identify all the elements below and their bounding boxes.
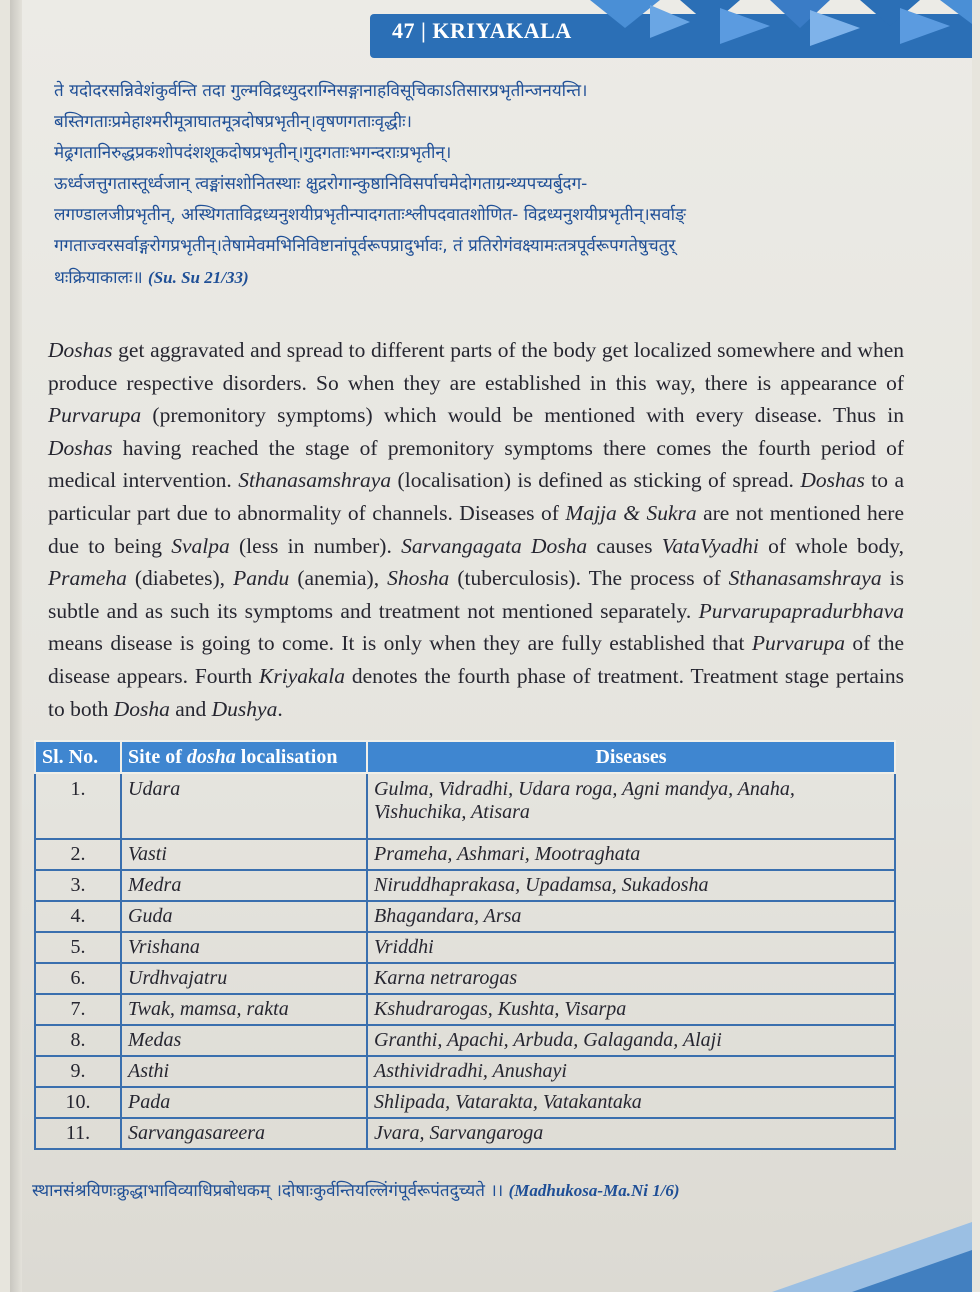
table-body: [35, 773, 895, 1149]
site-cell: Urdhvajatru: [121, 963, 367, 994]
italic-term: Purvarupapradurbhava: [698, 598, 904, 623]
diseases-cell: Shlipada, Vatarakta, Vatakantaka: [367, 1087, 895, 1118]
diseases-cell: Prameha, Ashmari, Mootraghata: [367, 839, 895, 870]
book-spine-shadow: [10, 0, 22, 1292]
text-run: are not mentioned here due to being: [48, 500, 904, 558]
footer-reference: (Madhukosa-Ma.Ni 1/6): [508, 1181, 680, 1200]
italic-term: Sarvangagata Dosha: [401, 533, 588, 558]
sl-no-cell: 3.: [35, 870, 121, 901]
sl-no-cell: 8.: [35, 1025, 121, 1056]
text-run: to a particular part due to abnormality of channels. Diseases of: [48, 468, 904, 525]
footer-verse-text: स्थानसंश्रयिणःक्रुद्धाभाविव्याधिप्रबोधकम् ।दोषाःकुर्वन्तियल्लिंगंपूर्वरूपंतदुच्यते ।।: [32, 1181, 504, 1201]
site-cell: Asthi: [121, 1056, 367, 1087]
verse-line: ते यदोदरसन्निवेशंकुर्वन्ति तदा गुल्मविद्रध्युदराग्निसङ्गानाहविसूचिकाऽतिसारप्रभृतीन्जनयन्ति।: [54, 81, 588, 101]
italic-term: Dosha: [113, 696, 170, 721]
diseases-cell: Kshudrarogas, Kushta, Visarpa: [367, 994, 895, 1025]
verse-last-text: थःक्रियाकालः॥: [54, 268, 143, 288]
sl-no-cell: 1.: [35, 773, 121, 839]
text-run: (premonitory symptoms) which would be mentioned with every disease. Thus in: [141, 403, 904, 428]
diseases-cell: Vriddhi: [367, 932, 895, 963]
decor-triangle: [650, 5, 690, 38]
italic-term: Purvarupa: [751, 631, 846, 656]
diseases-cell: Gulma, Vidradhi, Udara roga, Agni mandya, Anaha, Vishuchika, Atisara: [367, 773, 895, 839]
decor-triangle: [900, 8, 950, 44]
italic-term: Sthanasamshraya: [728, 566, 882, 591]
text-run: having reached the stage of premonitory symptoms there comes the fourth period of medical intervention.: [48, 435, 904, 493]
verse-reference: (Su. Su 21/33): [148, 268, 249, 287]
italic-term: Doshas: [48, 338, 113, 362]
site-cell: Guda: [121, 901, 367, 932]
header-site-pre: Site of: [128, 745, 187, 768]
chapter-header: [392, 18, 572, 44]
header-decoration-triangles: [570, 0, 972, 60]
diseases-cell: Jvara, Sarvangaroga: [367, 1118, 895, 1149]
text-run: (tuberculosis). The process of: [449, 566, 729, 591]
sl-no-cell: 2.: [35, 839, 121, 870]
text-run: is subtle and as such its symptoms and treatment not mentioned separately.: [48, 566, 904, 623]
italic-term: Sthanasamshraya: [238, 468, 392, 493]
text-run: (diabetes),: [126, 566, 234, 591]
site-cell: Pada: [121, 1087, 367, 1118]
text-run: causes: [587, 533, 662, 558]
table-row: [35, 901, 895, 932]
header-diseases: Diseases: [367, 741, 895, 773]
diseases-cell: Bhagandara, Arsa: [367, 901, 895, 932]
table-row: [35, 1025, 895, 1056]
italic-term: Majja & Sukra: [565, 500, 697, 525]
site-cell: Twak, mamsa, rakta: [121, 994, 367, 1025]
site-cell: Medra: [121, 870, 367, 901]
italic-term: Svalpa: [171, 533, 230, 558]
table-row: [35, 773, 895, 839]
italic-term: Doshas: [800, 468, 865, 493]
table-row: [35, 994, 895, 1025]
italic-term: Purvarupa: [48, 403, 142, 428]
italic-term: Kriyakala: [259, 663, 346, 688]
decor-triangle: [810, 10, 860, 46]
italic-term: Doshas: [48, 435, 113, 460]
text-run: (anemia),: [289, 566, 388, 591]
diseases-cell: Asthividradhi, Anushayi: [367, 1056, 895, 1087]
text-run: .: [277, 696, 283, 721]
table-row: [35, 1118, 895, 1149]
site-cell: Vrishana: [121, 932, 367, 963]
diseases-cell: Granthi, Apachi, Arbuda, Galaganda, Alaji: [367, 1025, 895, 1056]
table-header-row: [35, 741, 895, 773]
italic-term: Pandu: [233, 566, 290, 591]
text-run: denotes the fourth phase of treatment. Treatment stage pertains to both: [48, 663, 904, 721]
site-cell: Udara: [121, 773, 367, 839]
diseases-cell: Karna netrarogas: [367, 963, 895, 994]
header-site-italic: dosha: [186, 745, 236, 768]
sl-no-cell: 4.: [35, 901, 121, 932]
sl-no-cell: 11.: [35, 1118, 121, 1149]
table-row: [35, 839, 895, 870]
book-page: [10, 0, 972, 1292]
table-row: [35, 1087, 895, 1118]
table-row: [35, 932, 895, 963]
italic-term: Shosha: [387, 566, 450, 591]
site-cell: Medas: [121, 1025, 367, 1056]
text-run: of the disease appears. Fourth: [48, 631, 904, 688]
bottom-decoration: [712, 1202, 972, 1292]
decor-triangle: [590, 0, 660, 28]
table-row: [35, 963, 895, 994]
verse-line: ऊर्ध्वजत्तुगतास्तूर्ध्वजान् त्वङ्मांसशोनितस्थाः क्षुद्ररोगान्कुष्ठानिविसर्पाचमेदोगताग्रन्थ्यपच्यर्बुदग-: [54, 174, 588, 194]
italic-term: Dushya: [211, 696, 278, 721]
sanskrit-verse: [54, 76, 914, 294]
text-run: means disease is going to come. It is only when they are fully established that: [48, 631, 752, 656]
header-site-post: localisation: [235, 745, 338, 768]
diseases-cell: Niruddhaprakasa, Upadamsa, Sukadosha: [367, 870, 895, 901]
explanation-paragraph: [48, 334, 904, 725]
italic-term: VataVyadhi: [661, 533, 759, 558]
verse-line: मेढ्रगतानिरुद्धप्रकशोपदंशशूकदोषप्रभृतीन्।गुदगताःभगन्दराःप्रभृतीन्।: [54, 143, 452, 163]
sl-no-cell: 9.: [35, 1056, 121, 1087]
sl-no-cell: 10.: [35, 1087, 121, 1118]
page-number: 47: [392, 18, 415, 43]
header-sl-no: Sl. No.: [35, 741, 121, 773]
chapter-title: KRIYAKALA: [432, 18, 572, 43]
verse-line: गगताज्वरसर्वाङ्गरोगप्रभृतीन्।तेषामेवमभिनिविष्टानांपूर्वरूपप्रादुर्भावः, तं प्रतिरोगंवक्ष्यामःतत्रपूर्वरूपगतेषुचतुर्: [54, 236, 676, 256]
site-cell: Sarvangasareera: [121, 1118, 367, 1149]
italic-term: Prameha: [48, 566, 127, 591]
text-run: get aggravated and spread to different parts of the body get localized somewhere and when produce respective disorders. So when they are established in this way, there is appearance of: [48, 338, 904, 395]
localisation-table: [34, 740, 896, 1150]
sl-no-cell: 6.: [35, 963, 121, 994]
text-run: of whole body,: [758, 533, 904, 558]
text-run: (less in number).: [229, 533, 402, 558]
decor-triangle: [720, 8, 770, 44]
header-divider: |: [421, 18, 433, 43]
text-run: (localisation) is defined as sticking of spread.: [391, 468, 801, 493]
table-row: [35, 1056, 895, 1087]
text-run: and: [169, 696, 212, 721]
footer-verse: [32, 1178, 932, 1201]
verse-line: लगण्डालजीप्रभृतीन्, अस्थिगताविद्रध्यनुशयीप्रभृतीन्पादगताःश्लीपदवातशोणित- विद्रध्यनुशयीप्रभृतीन्।सर्वाङ्: [54, 205, 686, 225]
header-site: [121, 741, 367, 773]
verse-line: बस्तिगताःप्रमेहाश्मरीमूत्राघातमूत्रदोषप्रभृतीन्।वृषणगताःवृद्धीः।: [54, 112, 413, 132]
sl-no-cell: 5.: [35, 932, 121, 963]
table-row: [35, 870, 895, 901]
site-cell: Vasti: [121, 839, 367, 870]
sl-no-cell: 7.: [35, 994, 121, 1025]
verse-line-last: [54, 262, 914, 294]
